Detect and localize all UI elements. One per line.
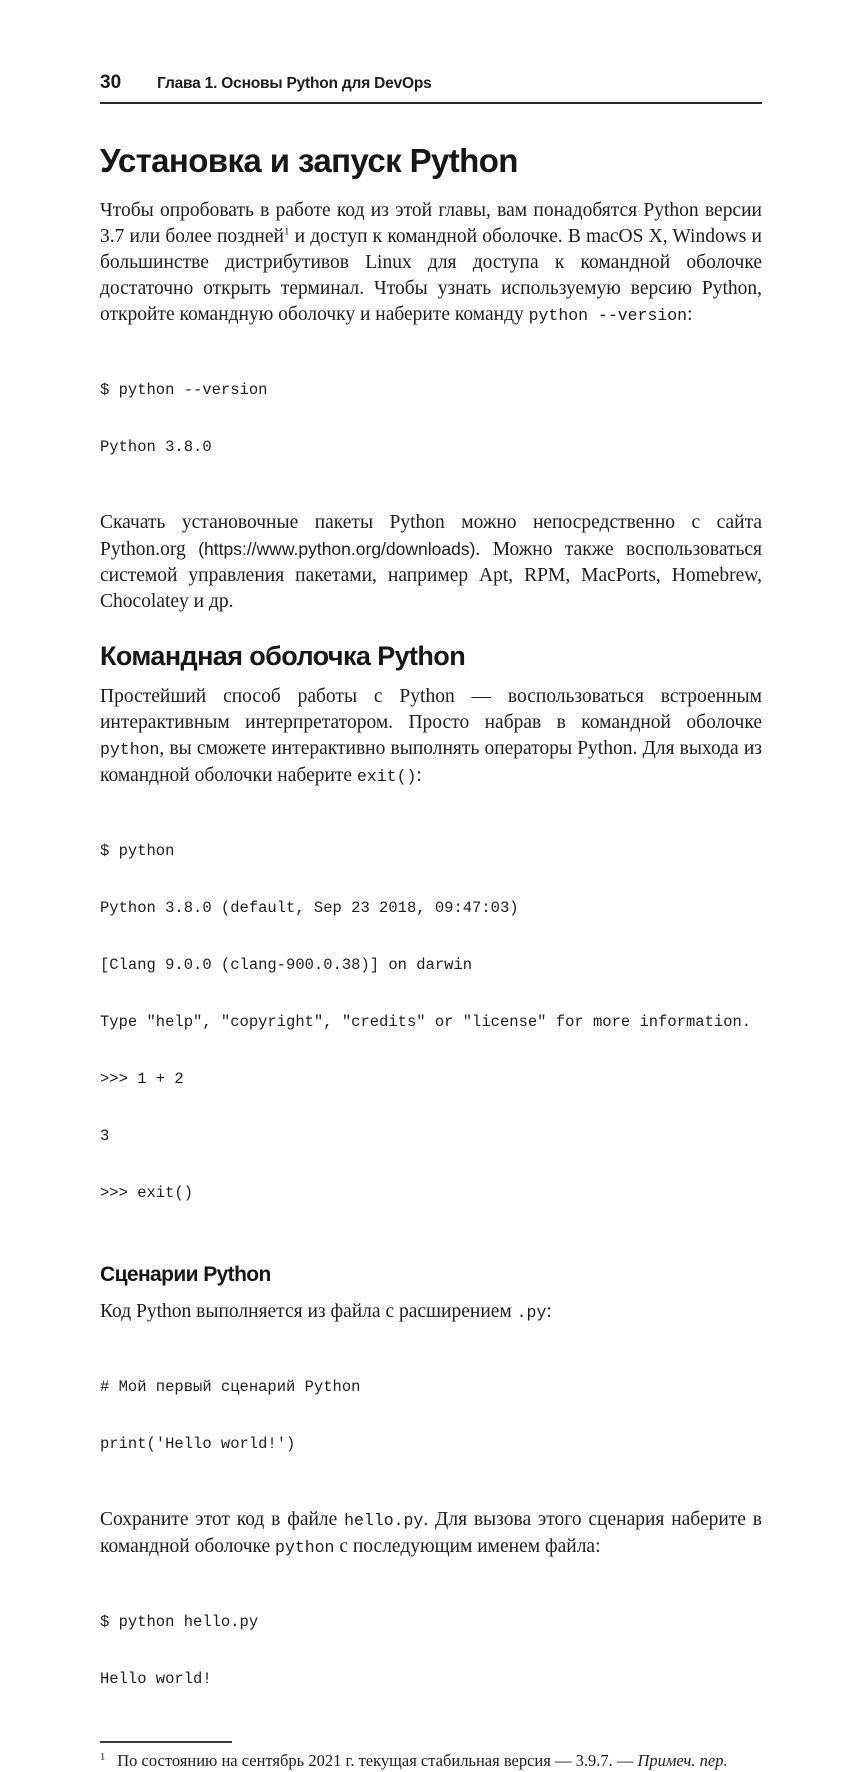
- page-number: 30: [100, 72, 122, 93]
- scripts-intro-paragraph: [100, 1299, 762, 1326]
- code-line: Type "help", "copyright", "credits" or "license" for more information.: [100, 1013, 752, 1031]
- paragraph-text: :: [546, 1301, 552, 1322]
- code-line: 3: [100, 1127, 110, 1145]
- paragraph-text: , вы сможете интерактивно выполнять операторы Python. Для выхода из командной оболочки наберите: [100, 738, 762, 786]
- footnote-text: По состоянию на сентябрь 2021 г. текущая стабильная версия — 3.9.7. —: [117, 1751, 638, 1770]
- code-line: [Clang 9.0.0 (clang-900.0.38)] on darwin: [100, 956, 473, 974]
- install-intro-paragraph: [100, 198, 762, 329]
- code-line: Python 3.8.0 (default, Sep 23 2018, 09:47:03): [100, 899, 519, 917]
- footnote-divider: [100, 1741, 232, 1743]
- paragraph-text: и доступ к командной оболочке. В macOS X, Windows и большинстве дистрибутивов Linux для доступа к командной оболочке достаточно открыть терминал. Чтобы узнать используемую версию Python, откройте командную оболочку и наберите команду: [100, 226, 762, 325]
- section-install-title: Установка и запуск Python: [100, 142, 518, 179]
- footnote-marker: 1: [100, 1751, 106, 1763]
- paragraph-text: . Можно также воспользоваться системой управления пакетами, например Apt, RPM, MacPorts, Homebrew, Chocolatey и др.: [100, 539, 763, 612]
- footnote-body: [100, 1750, 762, 1772]
- paragraph-text: Чтобы опробовать в работе код из этой главы, вам понадобятся Python версии 3.7 или более поздней: [100, 200, 762, 247]
- section-shell-title: Командная оболочка Python: [100, 641, 466, 671]
- code-block-run-script: [100, 1575, 762, 1727]
- chapter-title: Глава 1. Основы Python для DevOps: [157, 75, 432, 92]
- code-block-version-check: [100, 343, 762, 495]
- paragraph-text: . Для вызова этого сценария наберите в командной оболочке: [100, 1509, 762, 1557]
- save-run-paragraph: [100, 1507, 762, 1561]
- inline-code: hello.py: [344, 1511, 424, 1530]
- footnote-reference: 1: [283, 225, 290, 238]
- code-line: Python 3.8.0: [100, 438, 212, 456]
- paragraph-text: :: [416, 765, 422, 786]
- inline-code: exit(): [356, 767, 417, 786]
- inline-code: python: [275, 1538, 335, 1557]
- inline-code: python: [100, 740, 160, 759]
- code-line: # Мой первый сценарий Python: [100, 1378, 361, 1396]
- footnote-emphasis: Примеч. пер.: [637, 1751, 728, 1770]
- paragraph-text: Простейший способ работы с Python — воспользоваться встроенным интерактивным интерпретатором. Просто набрав в командной оболочке: [100, 686, 762, 733]
- paragraph-text: с последующим именем файла:: [334, 1536, 601, 1557]
- code-line: print('Hello world!'): [100, 1435, 296, 1453]
- code-line: >>> exit(): [100, 1184, 194, 1202]
- shell-intro-paragraph: [100, 684, 762, 790]
- footnote: [100, 1741, 762, 1772]
- subsection-scripts-title: Сценарии Python: [100, 1263, 271, 1286]
- paragraph-text: Скачать установочные пакеты Python можно непосредственно с сайта Python.org: [100, 512, 762, 560]
- paragraph-text: Код Python выполняется из файла с расширением: [100, 1301, 517, 1322]
- inline-code: python --version: [528, 306, 688, 325]
- paragraph-text: :: [687, 304, 693, 325]
- code-line: >>> 1 + 2: [100, 1070, 184, 1088]
- inline-code: .py: [516, 1303, 547, 1322]
- code-block-interactive-session: [100, 804, 762, 1241]
- code-line: $ python: [100, 842, 175, 860]
- python-downloads-url: (https://www.python.org/downloads): [198, 539, 476, 559]
- code-line: $ python --version: [100, 381, 268, 399]
- download-paragraph: [100, 510, 762, 615]
- code-block-first-script: [100, 1340, 762, 1492]
- code-line: Hello world!: [100, 1670, 212, 1688]
- running-head: [100, 72, 762, 104]
- paragraph-text: Сохраните этот код в файле: [100, 1509, 345, 1530]
- code-line: $ python hello.py: [100, 1613, 259, 1631]
